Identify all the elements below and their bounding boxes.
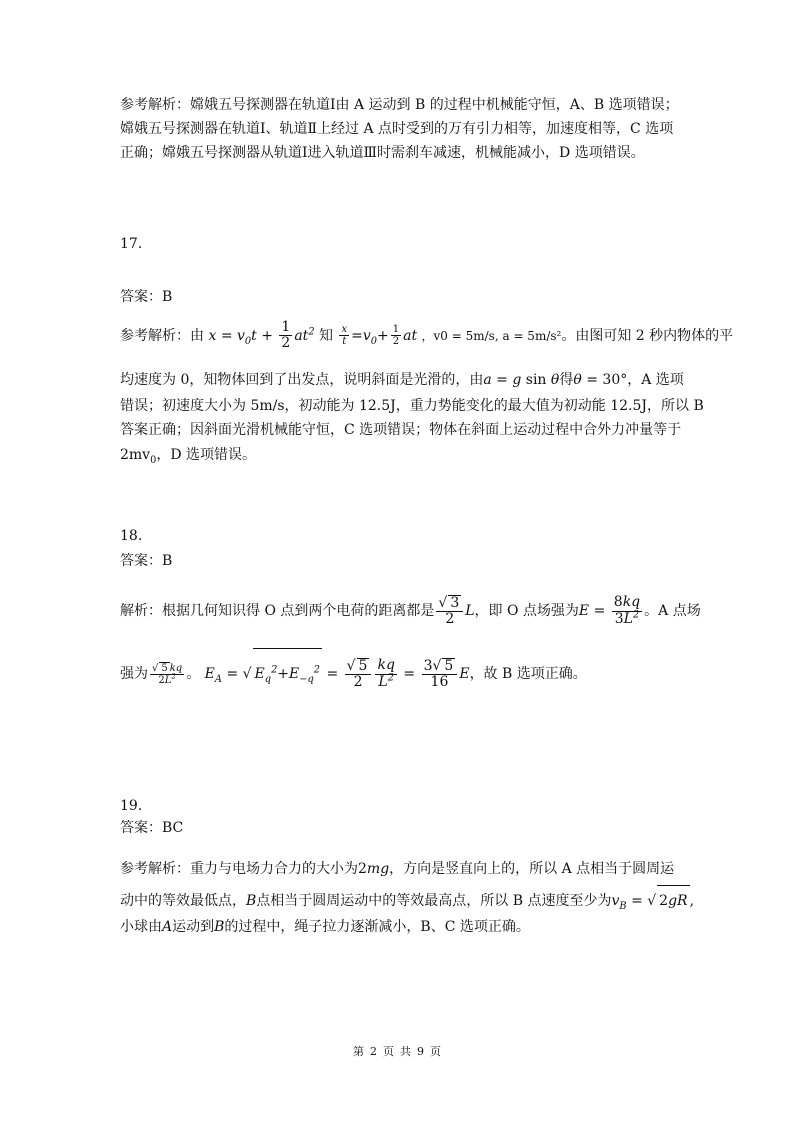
q18-number: 18. [120, 528, 143, 544]
q19-number: 19. [120, 798, 143, 814]
q18-explanation-line-1: 解析：根据几何知识得 O 点到两个电荷的距离都是 $\frac{√ 3}{2}$ L，即 O 点场强为E = $\frac{8kq}{3L^2}$ 。A 点场 [120, 594, 701, 627]
q18-explanation-line-2: 强为 $\frac{√ 5 kq}{2L^2}$ 。 $E_A$ = √ $E_q^2+E_{-q}^2$ = $\frac{√ 5}{2}$ $\frac{kq}{L^2}$ = $\frac{3√ 5}{16}$ E，故 B 选项正确。 [120, 648, 680, 699]
q19-explanation-line-3: 小球由A运动到B的过程中，绳子拉力逐渐减小，B、C 选项正确。 [120, 919, 530, 935]
q17-formula-angle: θ = 30° [573, 372, 628, 388]
q19-point-a: A [162, 919, 173, 935]
q18-formula-field-a: $E_A$ = √ $E_q^2+E_{-q}^2$ = $\frac{√ 5}{2}$ $\frac{kq}{L^2}$ = $\frac{3√ 5}{16}$ E [205, 666, 470, 682]
q16-line-2: 嫦娥五号探测器在轨道Ⅰ、轨道Ⅱ上经过 A 点时受到的万有引力相等，加速度相等，C 选项 [120, 121, 674, 137]
q19-point-b-2: B [214, 919, 225, 935]
q18-formula-field-a-sqrt: $\frac{√ 5 kq}{2L^2}$ [152, 663, 183, 686]
q17-explanation-line-5: $2mv_0$，D 选项错误。 [120, 447, 257, 466]
q19-answer: 答案：BC [120, 820, 184, 836]
q18-answer: 答案：B [120, 553, 173, 569]
q17-formula-accel: a = g sin θ [483, 372, 560, 388]
q17-formula-displacement: $x = v_0t$ + $\frac{1}{2}$ $at^2$ [208, 319, 315, 352]
q19-point-b: B [246, 893, 257, 909]
q17-explanation-line-4: 答案正确；因斜面光滑机械能守恒，C 选项错误；物体在斜面上运动过程中合外力冲量等于 [120, 422, 682, 438]
q16-line-1: 参考解析：嫦娥五号探测器在轨道Ⅰ由 A 运动到 B 的过程中机械能守恒，A、B 选项错误； [120, 97, 679, 113]
q19-formula-force: 2mg [358, 861, 390, 877]
q18-formula-distance: $\frac{√ 3}{2}$ L [438, 594, 475, 627]
q17-number: 17. [120, 236, 143, 252]
q19-explanation-line-2: 动中的等效最低点，B点相当于圆周运动中的等效最高点，所以 B 点速度至少为$v_B$ = √ 2gR , [120, 885, 680, 916]
q17-given-values: ，v0 = 5m/s, a = 5m/s² [421, 328, 562, 343]
page-footer: 第 2 页 共 9 页 [353, 1045, 441, 1058]
q16-explanation [120, 93, 680, 165]
q17-answer: 答案：B [120, 289, 173, 305]
page-number: 2 [370, 1045, 377, 1058]
q17-explanation-line-1: 参考解析：由 $x = v_0t$ + $\frac{1}{2}$ $at^2$ 知 $\frac{x}{t}$ $=v_0+$ $\frac{1}{2}$ at ，v0 = 5m/s, a = 5m/s²。由图可知 2 秒内物体的平 [120, 319, 734, 352]
q17-explanation-line-3: 错误；初速度大小为 5m/s，初动能为 12.5J，重力势能变化的最大值为初动能 12.5J，所以 B [120, 398, 704, 414]
q18-formula-field-o: E = $\frac{8kq}{3L^2}$ [578, 594, 641, 627]
page-total: 9 [417, 1045, 424, 1058]
q19-explanation-line-1: 参考解析：重力与电场力合力的大小为2mg，方向是竖直向上的，所以 A 点相当于圆周运 [120, 861, 675, 877]
q17-formula-average: $\frac{x}{t}$ $=v_0+$ $\frac{1}{2}$ at [341, 324, 418, 348]
q17-explanation-line-2: 均速度为 0，知物体回到了出发点，说明斜面是光滑的，由a = g sin θ得θ = 30°，A 选项 [120, 372, 684, 388]
q19-formula-min-speed: $v_B$ = √ 2gR [611, 893, 689, 909]
q16-line-3: 正确；嫦娥五号探测器从轨道Ⅰ进入轨道Ⅲ时需刹车减速，机械能减小，D 选项错误。 [120, 145, 645, 161]
